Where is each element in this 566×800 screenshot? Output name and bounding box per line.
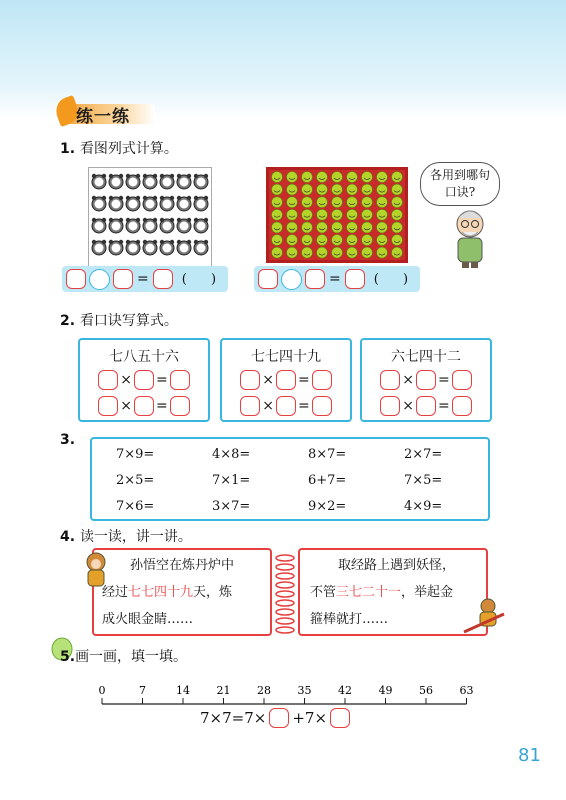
smiley-face-icon	[347, 197, 358, 208]
tick-label: 56	[419, 684, 433, 697]
rhyme-text: 六七四十二	[391, 349, 461, 365]
smiley-face-icon	[272, 209, 283, 220]
smiley-face-icon	[287, 184, 298, 195]
calc-item: 4×8=	[212, 447, 251, 462]
calc-item: 7×1=	[212, 473, 251, 488]
calc-item: 3×7=	[212, 499, 251, 514]
answer-box[interactable]	[380, 396, 400, 416]
story-card-left: 孙悟空在炼丹炉中 经过七七四十九天，炼 成火眼金睛……	[92, 548, 272, 636]
alarm-clock-icon	[109, 218, 123, 233]
answer-box[interactable]	[312, 396, 332, 416]
rhyme-parenthesis: ( )	[373, 271, 419, 287]
smiley-face-icon	[362, 197, 373, 208]
smiley-face-icon	[377, 222, 388, 233]
alarm-clock-icon	[126, 174, 140, 189]
smiley-face-icon	[287, 209, 298, 220]
smiley-face-icon	[347, 184, 358, 195]
alarm-clock-icon	[177, 218, 191, 233]
alarm-clock-icon	[126, 218, 140, 233]
alarm-clock-icon	[143, 240, 157, 255]
answer-box[interactable]	[452, 396, 472, 416]
rhyme-card: 六七四十二 × = × =	[360, 338, 492, 422]
calculation-grid	[90, 437, 490, 521]
exercise-5-title: 5.画一画，填一填。	[60, 649, 188, 665]
calc-item: 9×2=	[308, 499, 347, 514]
tick-label: 14	[176, 684, 190, 697]
ring	[276, 618, 294, 624]
alarm-clock-icon	[143, 218, 157, 233]
smiley-face-icon	[392, 209, 403, 220]
smiley-face-icon	[272, 184, 283, 195]
smiley-face-icon	[302, 184, 313, 195]
answer-box[interactable]	[153, 269, 173, 289]
smiley-face-icon	[347, 247, 358, 258]
smiley-face-icon	[392, 197, 403, 208]
calc-item: 4×9=	[404, 499, 443, 514]
smiley-face-icon	[302, 209, 313, 220]
alarm-clock-icon	[92, 174, 106, 189]
smiley-face-icon	[287, 247, 298, 258]
calc-item: 7×6=	[116, 499, 155, 514]
alarm-clock-icon	[194, 218, 208, 233]
ring	[276, 564, 294, 570]
alarm-clocks-picture	[88, 167, 212, 267]
tick-label: 0	[98, 684, 106, 697]
smiley-face-icon	[362, 172, 373, 183]
smiley-faces-picture	[266, 167, 408, 263]
alarm-clock-icon	[109, 174, 123, 189]
smiley-face-icon	[362, 235, 373, 246]
answer-box[interactable]	[134, 370, 154, 390]
tick-label: 49	[378, 684, 393, 697]
alarm-clock-icon	[92, 218, 106, 233]
smiley-face-icon	[392, 235, 403, 246]
ring	[276, 555, 294, 561]
smiley-face-icon	[377, 184, 388, 195]
smiley-face-icon	[317, 247, 328, 258]
story-card-right: 取经路上遇到妖怪， 不管三七二十一，举起金 箍棒就打……	[298, 548, 488, 636]
section-heading	[60, 98, 155, 126]
smiley-face-icon	[392, 184, 403, 195]
alarm-clock-icon	[177, 196, 191, 211]
smiley-face-icon	[377, 172, 388, 183]
smiley-face-icon	[302, 247, 313, 258]
rhyme-card: 七八五十六 × = × =	[78, 338, 210, 422]
ring	[276, 627, 294, 633]
ring	[276, 582, 294, 588]
smiley-face-icon	[362, 247, 373, 258]
rhyme-parenthesis: ( )	[181, 271, 227, 287]
ring	[276, 591, 294, 597]
smiley-face-icon	[392, 222, 403, 233]
alarm-clock-icon	[177, 240, 191, 255]
alarm-clock-icon	[143, 196, 157, 211]
smiley-face-icon	[332, 172, 343, 183]
equation-row-1: = ( )	[62, 266, 228, 292]
smiley-face-icon	[332, 222, 343, 233]
smiley-grid	[269, 170, 405, 260]
alarm-clock-icon	[194, 240, 208, 255]
heading-label: 练一练	[76, 107, 130, 127]
rhyme-text: 七八五十六	[109, 349, 179, 365]
answer-box[interactable]	[170, 370, 190, 390]
alarm-clock-icon	[126, 240, 140, 255]
alarm-clock-icon	[92, 240, 106, 255]
answer-box[interactable]	[269, 708, 289, 728]
equation-5: 7×7=7× +7×	[200, 708, 350, 728]
ring	[276, 600, 294, 606]
smiley-face-icon	[332, 184, 343, 195]
smiley-face-icon	[287, 172, 298, 183]
smiley-face-icon	[287, 197, 298, 208]
smiley-face-icon	[302, 197, 313, 208]
ring	[276, 609, 294, 615]
rhyme-card: 七七四十九 × = × =	[220, 338, 352, 422]
operator-circle[interactable]	[89, 269, 110, 290]
calc-item: 8×7=	[308, 447, 347, 462]
smiley-face-icon	[377, 247, 388, 258]
smiley-face-icon	[272, 222, 283, 233]
alarm-clock-grid	[89, 168, 213, 268]
answer-box[interactable]	[66, 269, 86, 289]
smiley-face-icon	[347, 209, 358, 220]
smiley-face-icon	[332, 197, 343, 208]
smiley-face-icon	[302, 172, 313, 183]
page-number: 81	[518, 745, 541, 766]
smiley-face-icon	[272, 172, 283, 183]
answer-box[interactable]	[134, 396, 154, 416]
alarm-clock-icon	[160, 218, 174, 233]
alarm-clock-icon	[126, 196, 140, 211]
smiley-face-icon	[332, 209, 343, 220]
smiley-face-icon	[332, 247, 343, 258]
smiley-face-icon	[272, 235, 283, 246]
smiley-face-icon	[347, 172, 358, 183]
smiley-face-icon	[272, 247, 283, 258]
answer-box[interactable]	[305, 269, 325, 289]
number-line	[90, 680, 480, 710]
grandpa-illustration	[440, 206, 500, 268]
monkey-king-fighting-icon	[462, 596, 506, 640]
alarm-clock-icon	[143, 174, 157, 189]
alarm-clock-icon	[194, 196, 208, 211]
tick-label: 21	[216, 684, 231, 697]
answer-box[interactable]	[98, 370, 118, 390]
answer-box[interactable]	[345, 269, 365, 289]
smiley-face-icon	[392, 172, 403, 183]
tick-label: 63	[459, 684, 474, 697]
smiley-face-icon	[317, 172, 328, 183]
operator-circle[interactable]	[281, 269, 302, 290]
smiley-face-icon	[317, 235, 328, 246]
alarm-clock-icon	[177, 174, 191, 189]
exercise-4-title: 4. 读一读，讲一讲。	[60, 529, 192, 545]
notebook-rings	[270, 552, 300, 636]
smiley-face-icon	[317, 184, 328, 195]
exercise-3-title: 3.	[60, 432, 76, 448]
smiley-face-icon	[392, 247, 403, 258]
smiley-face-icon	[362, 209, 373, 220]
smiley-face-icon	[347, 235, 358, 246]
alarm-clock-icon	[160, 240, 174, 255]
calc-item: 6+7=	[308, 473, 347, 488]
alarm-clock-icon	[92, 196, 106, 211]
smiley-face-icon	[377, 209, 388, 220]
ring	[276, 573, 294, 579]
smiley-face-icon	[317, 209, 328, 220]
tick-label: 42	[338, 684, 352, 697]
tick-label: 7	[139, 684, 146, 697]
calc-item: 7×5=	[404, 473, 443, 488]
smiley-face-icon	[287, 222, 298, 233]
smiley-face-icon	[272, 197, 283, 208]
smiley-face-icon	[317, 197, 328, 208]
smiley-face-icon	[302, 235, 313, 246]
alarm-clock-icon	[109, 196, 123, 211]
smiley-face-icon	[332, 235, 343, 246]
smiley-face-icon	[347, 222, 358, 233]
smiley-face-icon	[377, 235, 388, 246]
smiley-face-icon	[287, 235, 298, 246]
smiley-face-icon	[317, 222, 328, 233]
exercise-2-title: 2. 看口诀写算式。	[60, 313, 178, 329]
answer-box[interactable]	[276, 396, 296, 416]
answer-box[interactable]	[170, 396, 190, 416]
answer-box[interactable]	[312, 370, 332, 390]
calc-item: 7×9=	[116, 447, 155, 462]
speech-bubble: 各用到哪句 口诀?	[420, 162, 500, 206]
answer-box[interactable]	[258, 269, 278, 289]
rhyme-text: 七七四十九	[251, 349, 321, 365]
answer-box[interactable]	[416, 370, 436, 390]
answer-box[interactable]	[276, 370, 296, 390]
smiley-face-icon	[362, 222, 373, 233]
answer-box[interactable]	[98, 396, 118, 416]
alarm-clock-icon	[160, 196, 174, 211]
answer-box[interactable]	[240, 396, 260, 416]
smiley-face-icon	[302, 222, 313, 233]
exercise-1-title: 1. 看图列式计算。	[60, 141, 178, 157]
answer-box[interactable]	[330, 708, 350, 728]
tick-label: 28	[257, 684, 271, 697]
equation-row-2: = ( )	[254, 266, 420, 292]
answer-box[interactable]	[240, 370, 260, 390]
answer-box[interactable]	[380, 370, 400, 390]
smiley-face-icon	[362, 184, 373, 195]
calc-item: 2×5=	[116, 473, 155, 488]
alarm-clock-icon	[160, 174, 174, 189]
alarm-clock-icon	[109, 240, 123, 255]
calc-item: 2×7=	[404, 447, 443, 462]
answer-box[interactable]	[416, 396, 436, 416]
alarm-clock-icon	[194, 174, 208, 189]
answer-box[interactable]	[113, 269, 133, 289]
answer-box[interactable]	[452, 370, 472, 390]
tick-label: 35	[297, 684, 312, 697]
smiley-face-icon	[377, 197, 388, 208]
monkey-king-icon	[82, 550, 112, 590]
